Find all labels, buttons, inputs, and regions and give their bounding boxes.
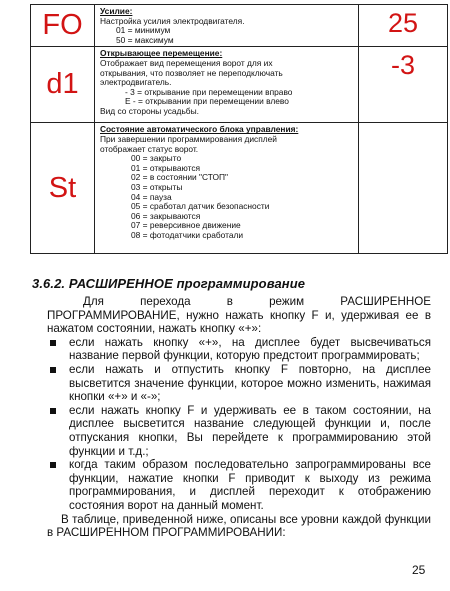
- bullet-icon: [50, 462, 56, 468]
- description-line: E - = открывании при перемещении влево: [125, 96, 289, 107]
- parameter-title: Усилие:: [100, 6, 133, 16]
- description-line: Вид со стороны усадьбы.: [100, 105, 199, 116]
- list-item-text: если нажать и отпустить кнопку F повторно, на дисплее высветится значение функции, которое можно изменить, нажимая кнопки «+» и «-»;: [69, 362, 431, 404]
- description-line: При завершении программирования дисплей: [100, 133, 277, 144]
- parameter-description: [95, 123, 359, 254]
- table-row: [31, 5, 448, 47]
- list-item: [47, 336, 431, 363]
- parameter-description: [95, 47, 359, 123]
- steps-list: [47, 336, 431, 513]
- list-item: [47, 458, 431, 512]
- description-line: 08 = фотодатчики сработали: [131, 229, 244, 240]
- list-item-text: если нажать кнопку «+», на дисплее будет высвечиваться название первой функции, которую предстоит программировать;: [69, 335, 431, 363]
- bullet-icon: [50, 340, 56, 346]
- bullet-icon: [50, 367, 56, 373]
- parameter-title: Состояние автоматического блока управления:: [100, 124, 299, 135]
- parameter-value: [359, 123, 448, 254]
- description-line: 50 = максимум: [116, 34, 174, 45]
- description-line: 05 = сработал датчик безопасности: [131, 201, 270, 212]
- description-line: 01 = минимум: [116, 25, 171, 36]
- list-item: [47, 363, 431, 404]
- list-item-text: когда таким образом последовательно запрограммированы все функции, нажатие кнопки F приводит к выходу из режима программирования, и дисплей переходит к отображению состояния ворот на данный момент.: [69, 458, 431, 512]
- parameters-table-body: [31, 5, 448, 254]
- description-line: 02 = в состоянии "СТОП": [131, 172, 228, 183]
- parameter-value: -3: [359, 47, 448, 123]
- table-row: [31, 123, 448, 254]
- outro-paragraph: В таблице, приведенной ниже, описаны все уровни каждой функции в РАСШИРЕННОМ ПРОГРАММИРОВАНИИ:: [47, 512, 431, 540]
- list-item: [47, 404, 431, 458]
- description-line: 07 = реверсивное движение: [131, 220, 241, 231]
- parameter-title: Открывающее перемещение:: [100, 48, 223, 59]
- description-line: Настройка усилия электродвигателя.: [100, 15, 245, 26]
- description-line: 04 = пауза: [131, 191, 172, 202]
- description-line: Отображает вид перемещения ворот для их: [100, 57, 273, 68]
- description-line: открывания, что позволяет не переподключать: [100, 67, 283, 78]
- description-line: 03 = открыты: [131, 181, 183, 192]
- description-line: 06 = закрываются: [131, 210, 201, 221]
- description-line: отображает статус ворот.: [100, 143, 199, 154]
- section-heading: 3.6.2. РАСШИРЕННОЕ программирование: [32, 276, 306, 291]
- list-item-text: если нажать кнопку F и удерживать ее в таком состоянии, на дисплее высветится название следующей функции и, после отпускания кнопки, Вы перейдете к программированию этой функции и т.д.;: [69, 403, 431, 458]
- parameter-code: St: [31, 123, 95, 254]
- parameter-code: FO: [31, 5, 95, 47]
- parameter-code: d1: [31, 47, 95, 123]
- parameter-value: 25: [359, 5, 448, 47]
- description-line: 01 = открываются: [131, 162, 201, 173]
- parameters-table: [30, 4, 448, 254]
- intro-paragraph: Для перехода в режим РАСШИРЕННОЕ ПРОГРАММИРОВАНИЕ, нужно нажать кнопку F и, удерживая ее в нажатом состоянии, нажать кнопку «+»:: [47, 295, 431, 336]
- page-number: 25: [412, 563, 426, 577]
- description-line: электродвигатель.: [100, 77, 172, 88]
- section-body: [47, 295, 431, 540]
- bullet-icon: [50, 408, 56, 414]
- description-line: - 3 = открывание при перемещении вправо: [125, 86, 293, 97]
- parameter-description: [95, 5, 359, 47]
- description-line: 00 = закрыто: [131, 153, 182, 164]
- table-row: [31, 47, 448, 123]
